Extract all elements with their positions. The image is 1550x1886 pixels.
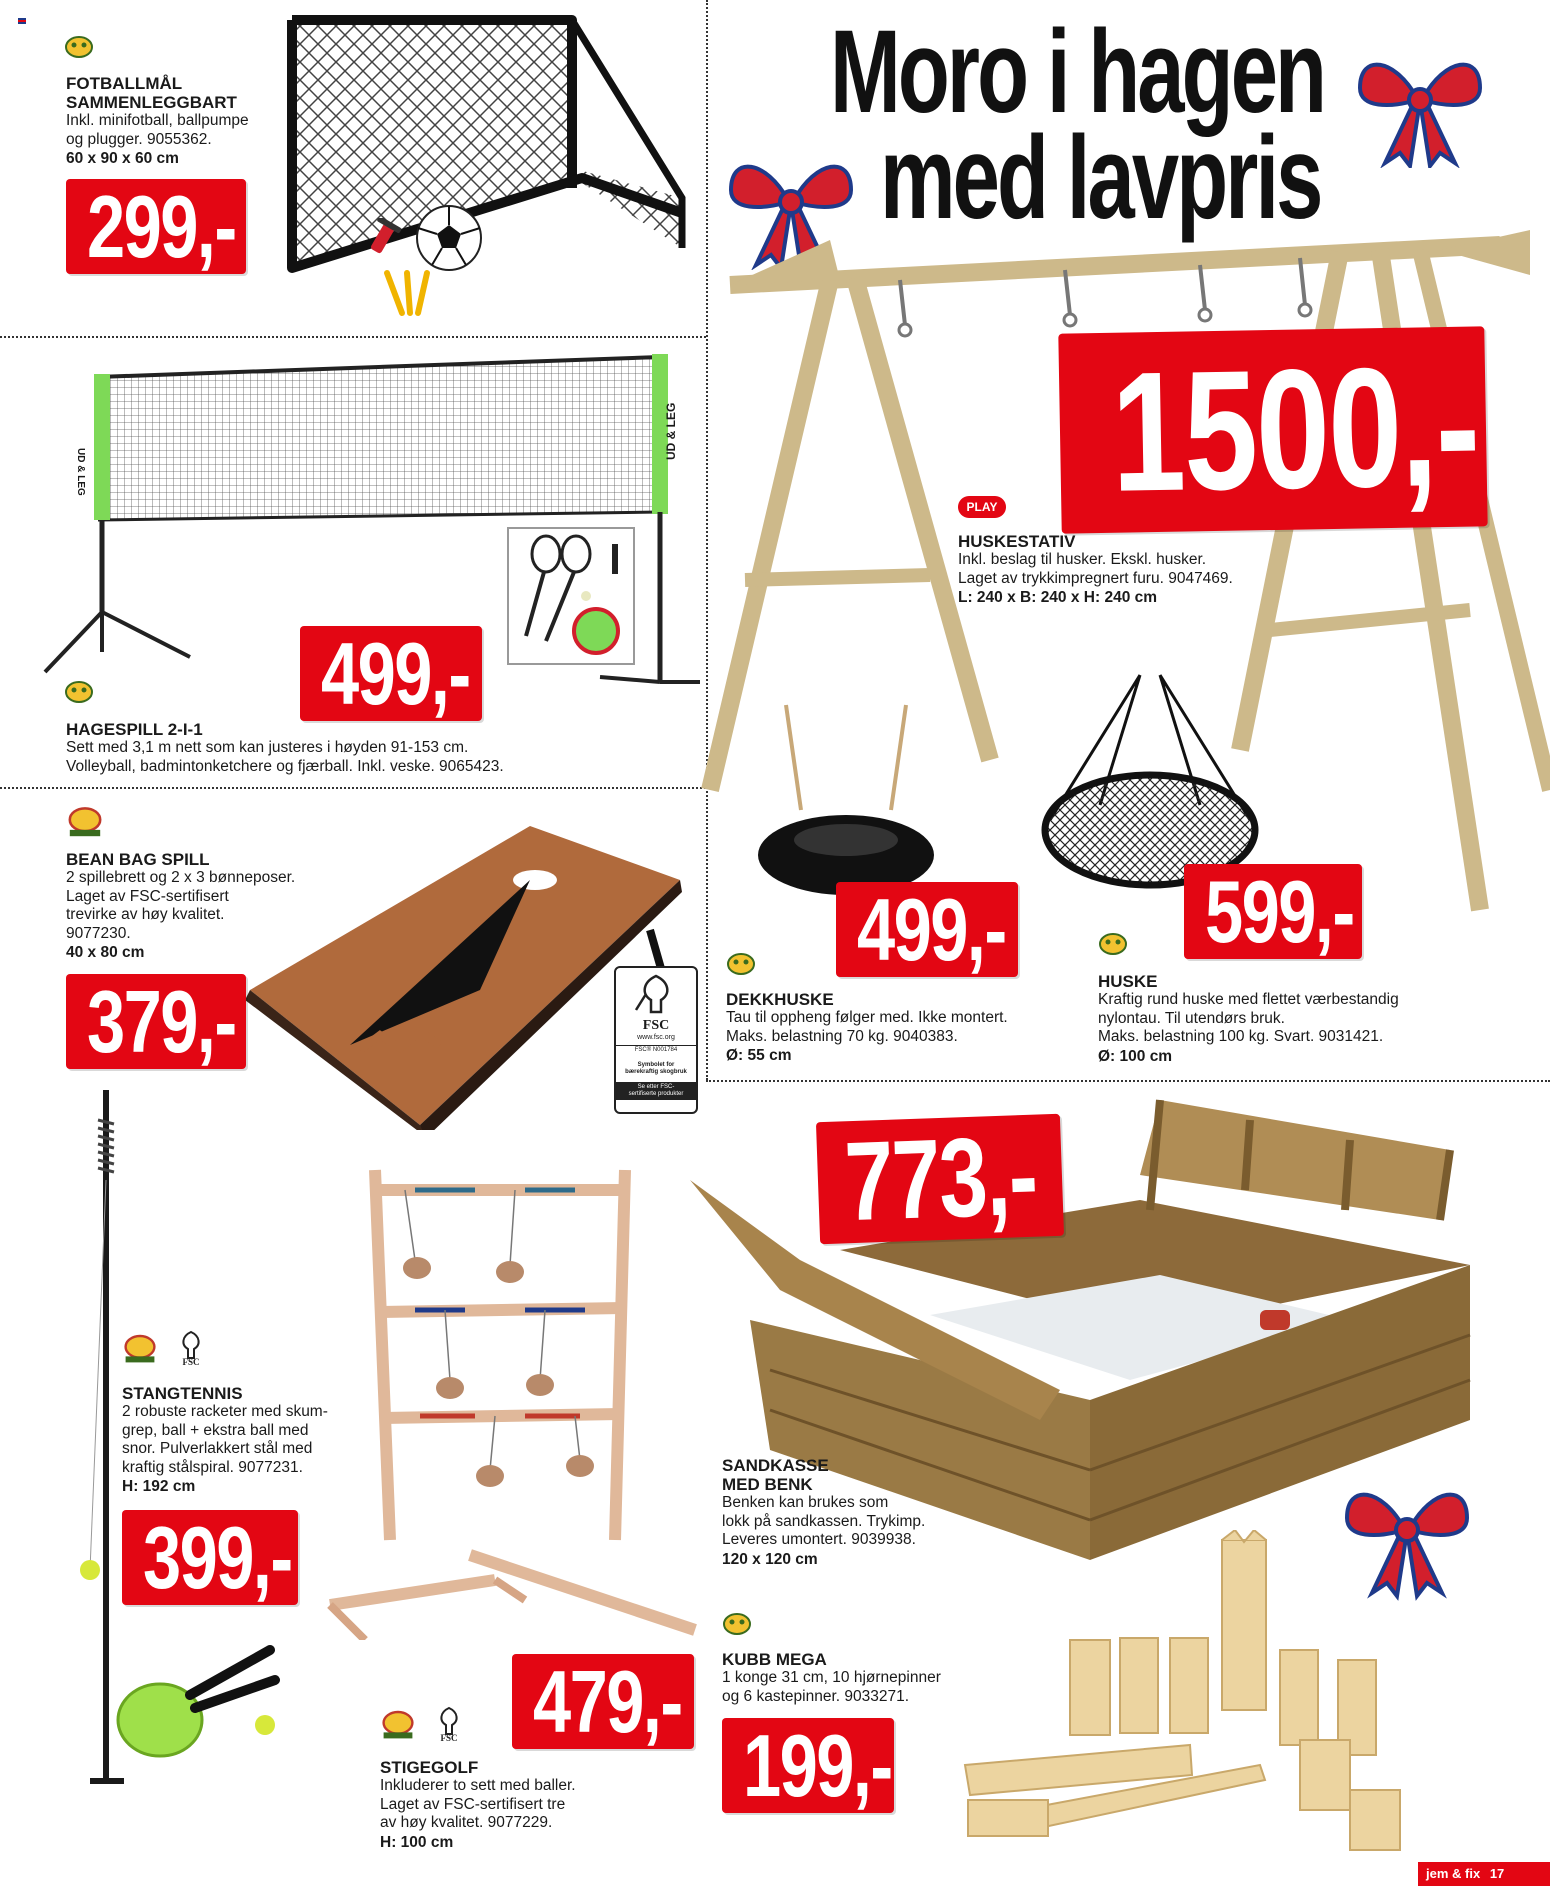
price-badge [1184, 864, 1362, 959]
brand-logo-icon [726, 950, 756, 976]
fsc-tree-icon [631, 974, 681, 1014]
product-fotballmal [66, 74, 306, 168]
product-desc: Kraftig rund huske med flettet værbestandig [1098, 991, 1399, 1008]
svg-text:FSC: FSC [182, 1357, 200, 1366]
svg-text:FSC: FSC [440, 1733, 458, 1742]
product-desc: 2 spillebrett og 2 x 3 bønneposer. [66, 869, 296, 886]
fsc-text: Se etter FSC- [637, 1084, 675, 1090]
product-desc: av høy kvalitet. 9077229. [380, 1814, 553, 1831]
price-value: 479,- [532, 1652, 682, 1751]
product-huskestativ [958, 532, 1318, 607]
product-title: FOTBALLMÅL [66, 74, 183, 93]
bow-icon [1355, 48, 1485, 168]
brand-logo-icon [64, 678, 94, 704]
fsc-footer [616, 1082, 696, 1100]
tire-swing-image [756, 700, 936, 900]
price-value: 499,- [320, 624, 470, 723]
product-stigegolf [380, 1758, 680, 1852]
product-desc: Maks. belastning 70 kg. 9040383. [726, 1027, 958, 1045]
brand-logo-icon [380, 1708, 416, 1740]
brand-logo-icon [66, 804, 104, 838]
product-title: HUSKESTATIV [958, 532, 1076, 551]
divider-right [706, 1080, 1550, 1082]
fsc-text: sertifiserte produkter [628, 1091, 684, 1097]
price-value: 499,- [856, 880, 1006, 979]
footer-brand-tag [1418, 1862, 1550, 1886]
ladder-golf-image [325, 1160, 705, 1640]
product-title: KUBB MEGA [722, 1650, 827, 1669]
product-title: HAGESPILL 2-I-1 [66, 720, 203, 739]
price-value: 599,- [1204, 862, 1354, 961]
product-dims: H: 192 cm [122, 1478, 196, 1495]
pegs-image [382, 268, 442, 318]
product-title: SAMMENLEGGBART [66, 93, 237, 112]
product-title: HUSKE [1098, 972, 1158, 991]
football-goal-image [282, 8, 702, 298]
product-desc: Sett med 3,1 m nett som kan justeres i høyden 91-153 cm. [66, 739, 469, 756]
product-desc: grep, ball + ekstra ball med [122, 1421, 309, 1439]
headline-line2: med lavpris [880, 112, 1321, 244]
play-logo-text: PLAY [966, 500, 998, 514]
product-desc: Laget av trykkimpregnert furu. 9047469. [958, 569, 1233, 587]
fsc-url: www.fsc.org [637, 1034, 675, 1041]
fsc-tree-icon [174, 1330, 208, 1366]
fsc-label: FSC [642, 1018, 670, 1033]
product-desc: og plugger. 9055362. [66, 130, 212, 148]
product-dims: 60 x 90 x 60 cm [66, 150, 179, 167]
price-value: 399,- [142, 1508, 292, 1607]
accessories-box-image [506, 526, 636, 666]
product-desc: nylontau. Til utendørs bruk. [1098, 1009, 1285, 1027]
product-desc: snor. Pulverlakkert stål med [122, 1440, 313, 1457]
product-desc: trevirke av høy kvalitet. [66, 906, 225, 923]
price-badge [816, 1114, 1064, 1244]
ball-pump-image [356, 218, 406, 268]
brand-logo-icon [122, 1332, 158, 1364]
product-title: DEKKHUSKE [726, 990, 834, 1009]
brand-logo-icon [1098, 930, 1128, 956]
product-dims: 120 x 120 cm [722, 1550, 818, 1568]
kubb-set-image [960, 1530, 1410, 1860]
product-title: STIGEGOLF [380, 1758, 479, 1777]
product-title: MED BENK [722, 1475, 813, 1494]
price-badge [66, 179, 246, 274]
product-desc: Inkl. beslag til husker. Ekskl. husker. [958, 551, 1207, 568]
price-value: 299,- [86, 177, 236, 276]
play-logo-icon [958, 496, 1006, 518]
product-dims: Ø: 100 cm [1098, 1047, 1173, 1065]
product-title: STANGTENNIS [122, 1384, 243, 1403]
product-dekkhuske [726, 990, 1086, 1065]
price-value: 379,- [86, 972, 236, 1071]
product-desc: kraftig stålspiral. 9077231. [122, 1458, 303, 1476]
product-huske [1098, 972, 1518, 1066]
product-dims: L: 240 x B: 240 x H: 240 cm [958, 589, 1158, 606]
product-dims: 40 x 80 cm [66, 944, 145, 961]
product-dims: Ø: 55 cm [726, 1047, 792, 1064]
product-desc: Volleyball, badmintonketchere og fjærball. Inkl. veske. 9065423. [66, 757, 504, 775]
brand-logo-icon [64, 33, 94, 59]
football-image [414, 203, 484, 273]
brand-logo-icon [722, 1610, 752, 1636]
product-desc: 1 konge 31 cm, 10 hjørnepinner [722, 1669, 941, 1686]
product-desc: Inkl. minifotball, ballpumpe [66, 112, 249, 129]
fsc-code: FSC® N001784 [616, 1045, 696, 1054]
price-badge [512, 1654, 694, 1749]
price-badge [66, 974, 246, 1069]
product-hagespill [66, 720, 686, 776]
divider-left-1 [0, 336, 706, 338]
fsc-tree-icon [432, 1706, 466, 1742]
product-desc: 9077230. [66, 924, 131, 942]
footer-brand: jem & fix [1426, 1866, 1481, 1881]
corner-flag-mark [18, 18, 26, 24]
product-desc: og 6 kastepinner. 9033271. [722, 1687, 910, 1705]
product-desc: Inkluderer to sett med baller. [380, 1777, 576, 1794]
price-value: 199,- [742, 1716, 892, 1815]
price-badge [836, 882, 1018, 977]
product-desc: Benken kan brukes som [722, 1494, 889, 1511]
product-dims: H: 100 cm [380, 1833, 454, 1851]
product-desc: Tau til oppheng følger med. Ikke montert. [726, 1009, 1008, 1026]
price-badge [300, 626, 482, 721]
net-side-label: UD & LEG [75, 448, 86, 496]
product-desc: Laget av FSC-sertifisert [66, 887, 229, 905]
fsc-text: bærekraftig skogbruk [625, 1069, 687, 1075]
rackets-image [110, 1640, 290, 1770]
fsc-badge [614, 966, 698, 1114]
product-title: BEAN BAG SPILL [66, 850, 210, 869]
divider-left-2 [0, 787, 706, 789]
fsc-text: Symbolet for [637, 1062, 675, 1068]
price-value: 1500,- [1110, 331, 1480, 528]
price-badge [122, 1510, 298, 1605]
price-badge [722, 1718, 894, 1813]
product-desc: 2 robuste racketer med skum- [122, 1403, 328, 1420]
price-badge [1058, 326, 1487, 533]
page-number: 17 [1489, 1866, 1505, 1881]
headline-line1: Moro i hagen [830, 6, 1325, 138]
product-desc: Leveres umontert. 9039938. [722, 1531, 916, 1548]
product-desc: Maks. belastning 100 kg. Svart. 9031421. [1098, 1028, 1384, 1045]
product-title: SANDKASSE [722, 1456, 829, 1475]
price-value: 773,- [842, 1112, 1039, 1245]
net-side-label: UD & LEG [664, 402, 678, 460]
product-desc: Laget av FSC-sertifisert tre [380, 1795, 566, 1813]
product-desc: lokk på sandkassen. Trykimp. [722, 1512, 926, 1530]
